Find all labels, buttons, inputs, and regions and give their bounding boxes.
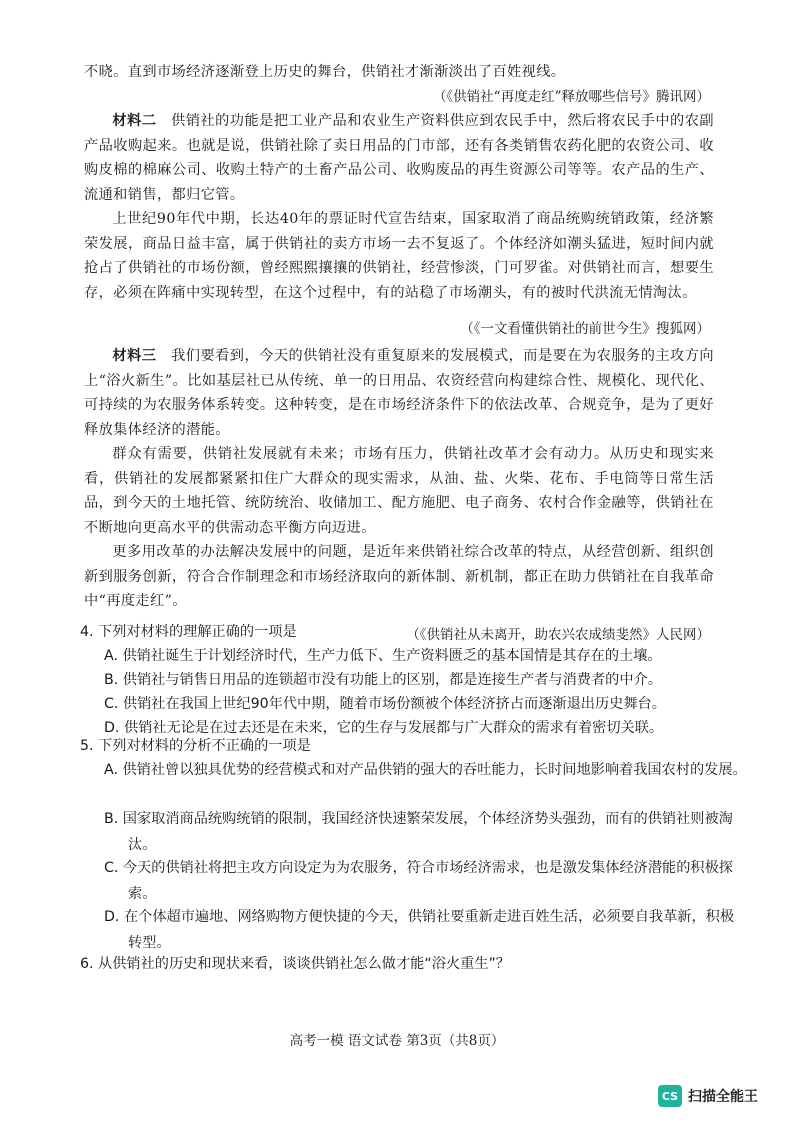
material2-source: （《一文看懂供销社的前世今生》搜狐网）	[460, 321, 710, 337]
material1-tail-text: 不晓。直到市场经济逐渐登上历史的舞台，供销社才渐渐淡出了百姓视线。	[84, 64, 566, 80]
material3-lead: 材料三	[112, 348, 157, 364]
question-5-option-d: D. 在个体超市遍地、网络购物方便快捷的今天，供销社要重新走进百姓生活，必须要自我革新，积极转型。	[104, 909, 735, 951]
question-4-option-d: D. 供销社无论是在过去还是在未来，它的生存与发展都与广大群众的需求有着密切关联。	[104, 720, 664, 736]
question-4-stem: 4. 下列对材料的理解正确的一项是	[80, 624, 297, 640]
material2-para1	[84, 109, 714, 207]
material3-para3: 更多用改革的办法解决发展中的问题，是近年来供销社综合改革的特点，从经营创新、组织创新到服务创新，符合合作制理念和市场经济取向的新体制、新机制，都正在助力供销社在自我革命中“再度走红”。	[84, 544, 714, 610]
material3-source: （《供销社从未离开，助农兴农成绩斐然》人民网）	[406, 627, 710, 643]
question-4-option-a: A. 供销社诞生于计划经济时代，生产力低下、生产资料匮乏的基本国情是其存在的土壤。	[104, 648, 662, 664]
question-5-option-b: B. 国家取消商品统购统销的限制，我国经济快速繁荣发展，个体经济势头强劲，而有的供销社则被淘汰。	[104, 811, 733, 853]
scanner-watermark	[658, 1085, 758, 1107]
camscanner-logo-icon: CS	[658, 1085, 682, 1107]
material3-para1	[84, 344, 714, 442]
question-4-option-b: B. 供销社与销售日用品的连锁超市没有功能上的区别，都是连接生产者与消费者的中介。	[104, 672, 662, 688]
page-footer: 高考一模 语文试卷 第3页（共8页）	[289, 1033, 505, 1049]
material2-lead: 材料二	[112, 113, 157, 129]
material3-para1-text: 我们要看到，今天的供销社没有重复原来的发展模式，而是要在为农服务的主攻方向上“浴火新生”。比如基层社已从传统、单一的日用品、农资经营向构建综合性、规模化、现代化、可持续的为农服务体系转变。这种转变，是在市场经济条件下的依法改革、合规竞争，是为了更好释放集体经济的潜能。	[84, 348, 714, 438]
material2-para2: 上世纪90年代中期，长达40年的票证时代宣告结束，国家取消了商品统购统销政策，经济繁荣发展，商品日益丰富，属于供销社的卖方市场一去不复返了。个体经济如潮头猛进，短时间内就抢占了供销社的市场份额，曾经熙熙攘攘的供销社，经营惨淡，门可罗雀。对供销社而言，想要生存，必须在阵痛中实现转型，在这个过程中，有的站稳了市场潮头，有的被时代洪流无情淘汰。	[84, 211, 714, 301]
material1-source: （《供销社“再度走红”释放哪些信号》腾讯网）	[432, 89, 710, 105]
material3-para2: 群众有需要，供销社发展就有未来；市场有压力，供销社改革才会有动力。从历史和现实来看，供销社的发展都紧紧扣住广大群众的现实需求，从油、盐、火柴、花布、手电筒等日常生活品，到今天的土地托管、统防统治、收储加工、配方施肥、电子商务、农村合作金融等，供销社在不断地向更高水平的供需动态平衡方向迈进。	[84, 446, 714, 536]
question-4-option-c: C. 供销社在我国上世纪90年代中期，随着市场份额被个体经济挤占而逐渐退出历史舞台。	[104, 696, 666, 712]
watermark-label: 扫描全能王	[688, 1089, 758, 1105]
material2-para1-text: 供销社的功能是把工业产品和农业生产资料供应到农民手中，然后将农民手中的农副产品收购起来。也就是说，供销社除了卖日用品的门市部，还有各类销售农药化肥的农资公司、收购皮棉的棉麻公司、收购土特产的土畜产品公司、收购废品的再生资源公司等等。农产品的生产、流通和销售，都归它管。	[84, 113, 714, 203]
question-5-stem: 5. 下列对材料的分析不正确的一项是	[80, 738, 311, 754]
question-5-option-c: C. 今天的供销社将把主攻方向设定为为农服务，符合市场经济需求，也是激发集体经济潜能的积极探索。	[104, 860, 733, 902]
question-5-option-a: A. 供销社曾以独具优势的经营模式和对产品供销的强大的吞吐能力，长时间地影响着我国农村的发展。	[104, 762, 747, 778]
question-6-stem: 6. 从供销社的历史和现状来看，谈谈供销社怎么做才能“浴火重生”？	[80, 956, 510, 972]
